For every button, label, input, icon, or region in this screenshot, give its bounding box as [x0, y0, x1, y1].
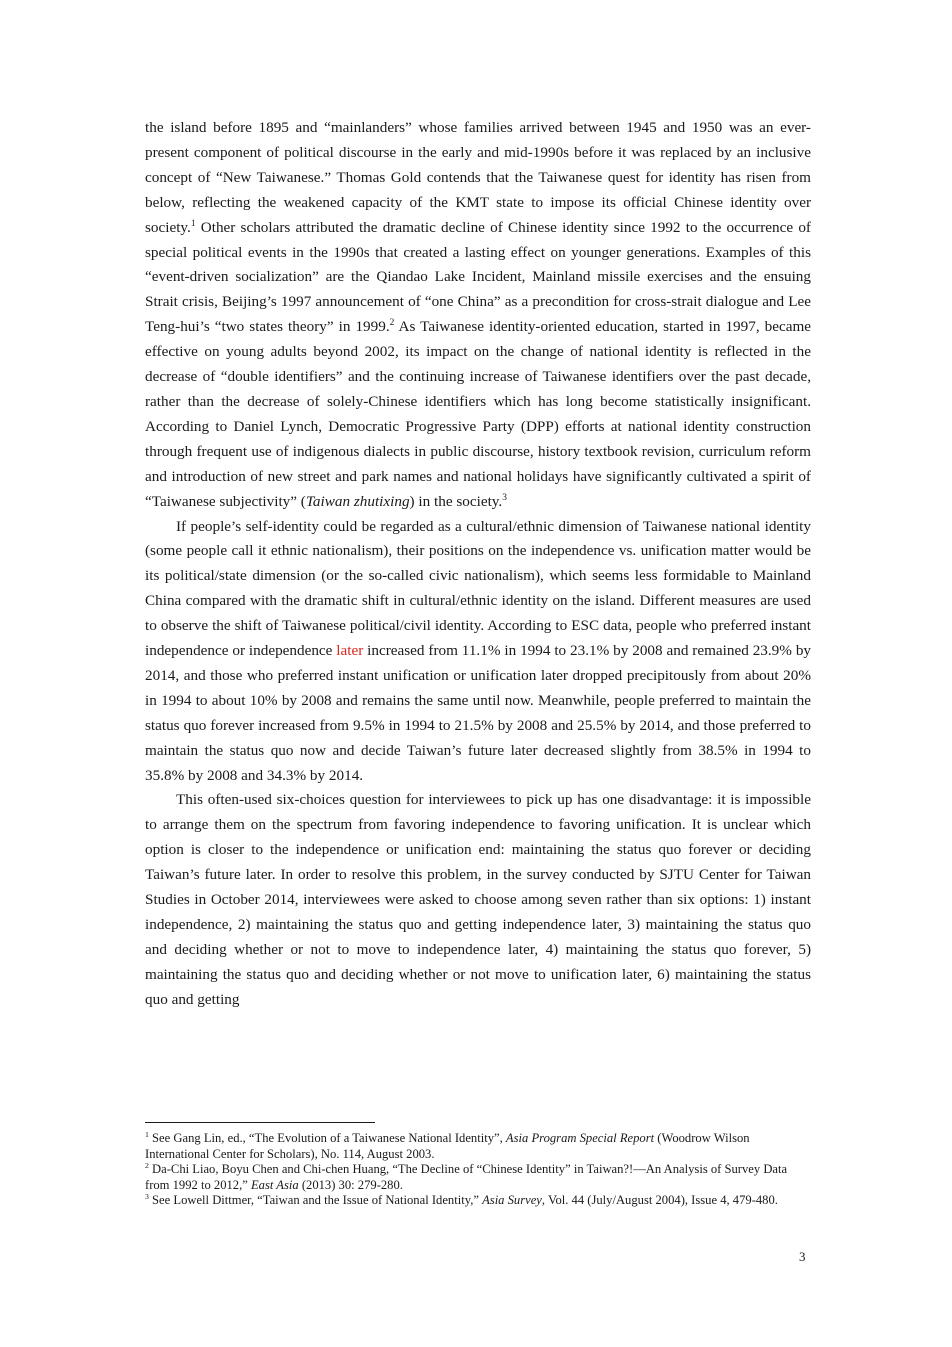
- paragraph-2: [145, 515, 811, 789]
- page-number: 3: [799, 1249, 806, 1264]
- main-body-text: [145, 116, 811, 1013]
- paragraph-3: This often-used six-choices question for interviewees to pick up has one disadvantage: it is impossible to arrange them on the spectrum from favoring independence to favoring unification. It is unclear which option is closer to the independence or unification end: maintaining the status quo forever or deciding Taiwan’s future later. In order to resolve this problem, in the survey conducted by SJTU Center for Taiwan Studies in October 2014, interviewees were asked to choose among seven rather than six options: 1) instant independence, 2) maintaining the status quo and getting independence later, 3) maintaining the status quo and deciding whether or not to move to independence later, 4) maintaining the status quo forever, 5) maintaining the status quo and deciding whether or not move to unification later, 6) maintaining the status quo and getting: [145, 791, 811, 1008]
- paragraph-2-text-a: If people’s self-identity could be regarded as a cultural/ethnic dimension of Taiwanese national identity (some people call it ethnic nationalism), their positions on the independence vs. unification matter would be its political/state dimension (or the so-called civic nationalism), which seems less formidable to Mainland China compared with the dramatic shift in cultural/ethnic identity on the island. Different measures are used to observe the shift of Taiwanese political/civil identity. According to ESC data, people who preferred instant independence or independence: [145, 517, 811, 660]
- paragraph-2-text-b: increased from 11.1% in 1994 to 23.1% by 2008 and remained 23.9% by 2014, and those who preferred instant unification or unification later dropped precipitously from about 20% in 1994 to about 10% by 2008 and remains the same until now. Meanwhile, people preferred to maintain the status quo forever increased from 9.5% in 1994 to 21.5% by 2008 and 25.5% by 2014, and those preferred to maintain the status quo now and decide Taiwan’s future later decreased slightly from 38.5% in 1994 to 35.8% by 2008 and 34.3% by 2014.: [145, 642, 811, 784]
- highlighted-word: later: [336, 642, 364, 660]
- footnote-2-number: 2: [145, 1161, 149, 1170]
- paragraph-1: [145, 116, 811, 515]
- footnote-3-text-b: , Vol. 44 (July/August 2004), Issue 4, 479-480.: [541, 1193, 778, 1208]
- footnote-separator: [145, 1122, 375, 1123]
- footnote-3-number: 3: [145, 1192, 149, 1202]
- paragraph-1-text-c: As Taiwanese identity-oriented education, started in 1997, became effective on young adults beyond 2002, its impact on the change of national identity is reflected in the decrease of “double identifiers” and the continuing increase of Taiwanese identifiers over the past decade, rather than the decrease of solely-Chinese identifiers which has long become statistically insignificant. According to Daniel Lynch, Democratic Progressive Party (DPP) efforts at national identity construction through frequent use of indigenous dialects in public discourse, history textbook revision, curriculum reform and introduction of new street and park names and national holidays have significantly cultivated a spirit of “Taiwanese subjectivity” (: [145, 318, 811, 510]
- footnote-1-text-b: (Woodrow Wilson International Center for Scholars), No. 114, August 2003.: [145, 1131, 750, 1161]
- footnotes: [145, 1131, 811, 1209]
- footnote-ref-3: 3: [502, 492, 507, 503]
- paragraph-1-text-a: the island before 1895 and “mainlanders” whose families arrived between 1945 and 1950 was an ever-present component of political discourse in the early and mid-1990s before it was replaced by an inclusive concept of “New Taiwanese.” Thomas Gold contends that the Taiwanese quest for identity has risen from below, reflecting the weakened capacity of the KMT state to impose its official Chinese identity over society.: [145, 119, 811, 236]
- footnote-2-italic: East Asia: [250, 1177, 299, 1192]
- footnote-ref-2: 2: [389, 318, 395, 329]
- footnote-2: [145, 1162, 811, 1193]
- footnote-2-text-b: (2013) 30: 279-280.: [298, 1177, 403, 1192]
- paragraph-1-text-d: ) in the society.: [409, 492, 503, 510]
- footnote-2-text-a: Da-Chi Liao, Boyu Chen and Chi-chen Huang, “The Decline of “Chinese Identity” in Taiwan?!—An Analysis of Survey Data from 1992 to 2012,”: [145, 1162, 788, 1192]
- footnote-3: [145, 1193, 811, 1209]
- italic-term: Taiwan zhutixing: [305, 492, 410, 510]
- footnote-1-text-a: See Gang Lin, ed., “The Evolution of a Taiwanese National Identity”,: [148, 1131, 506, 1145]
- footnote-1-italic: Asia Program Special Report: [505, 1131, 655, 1145]
- paragraph-1-text-b: Other scholars attributed the dramatic decline of Chinese identity since 1992 to the occurrence of special political events in the 1990s that created a lasting effect on younger generations. Examples of this “event-driven socialization” are the Qiandao Lake Incident, Mainland missile exercises and the ensuing Strait crisis, Beijing’s 1997 announcement of “one China” as a precondition for cross-strait dialogue and Lee Teng-hui’s “two states theory” in 1999.: [145, 218, 811, 336]
- footnote-3-italic: Asia Survey: [482, 1193, 542, 1208]
- footnote-3-text-a: See Lowell Dittmer, “Taiwan and the Issue of National Identity,”: [148, 1193, 483, 1208]
- footnote-ref-1: 1: [190, 218, 196, 229]
- footnote-1: [145, 1131, 811, 1162]
- footnote-1-number: 1: [145, 1129, 149, 1139]
